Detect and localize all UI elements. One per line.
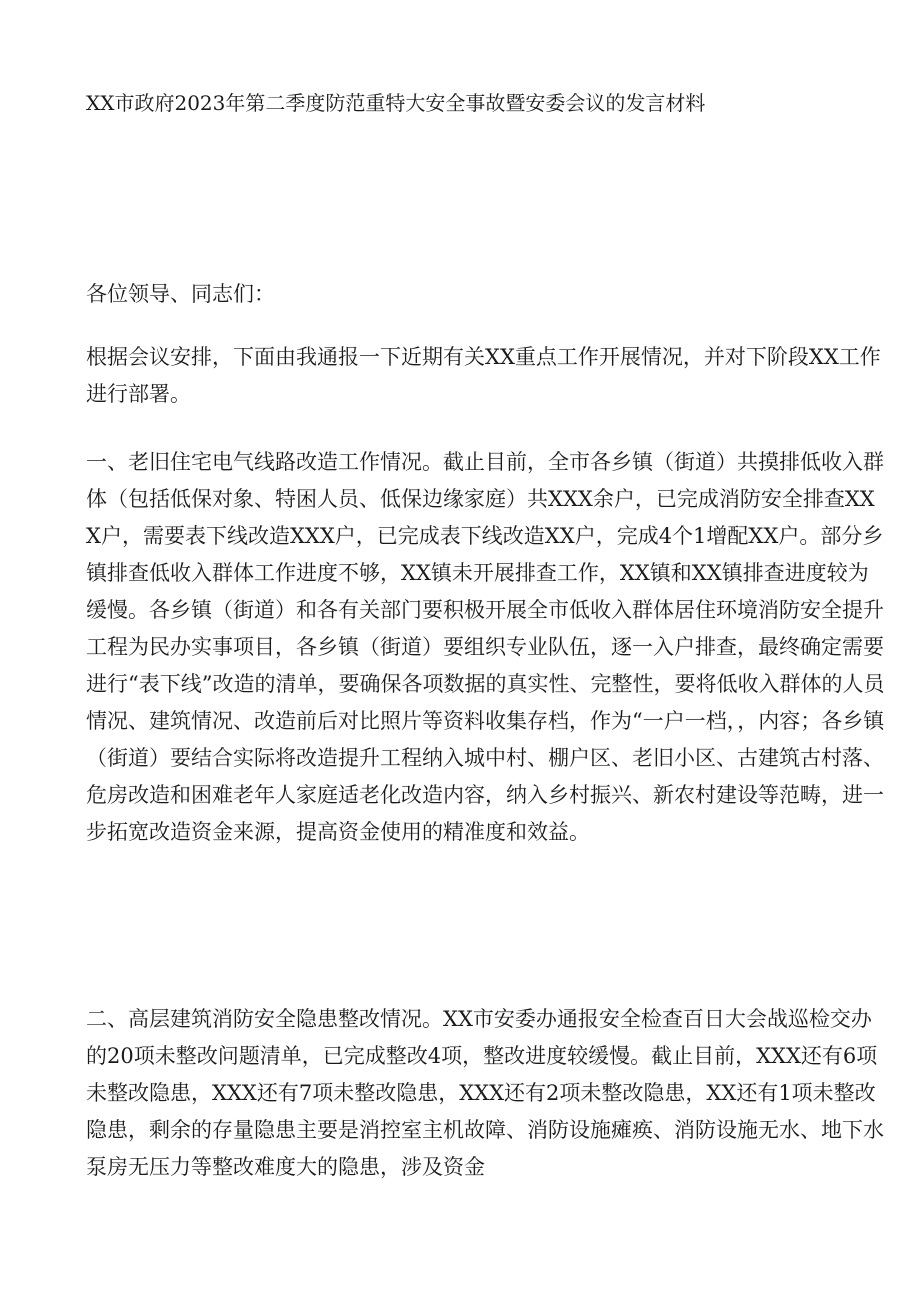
paragraph-section-2: 二、高层建筑消防安全隐患整改情况。XX市安委办通报安全检查百日大会战巡检交办的20项未整改问题清单，已完成整改4项，整改进度较缓慢。截止目前，XXX还有6项未整改隐患，XXX还有7项未整改隐患，XXX还有2项未整改隐患，XX还有1项未整改隐患，剩余的存量隐患主要是消控室主机故障、消防设施瘫痪、消防设施无水、地下水泵房无压力等整改难度大的隐患，涉及资金 <box>86 1007 884 1179</box>
document-title: XX市政府2023年第二季度防范重特大安全事故暨安委会议的发言材料 <box>86 91 706 115</box>
paragraph-intro: 根据会议安排，下面由我通报一下近期有关XX重点工作开展情况，并对下阶段XX工作进行部署。 <box>86 345 881 406</box>
paragraph-section-1: 一、老旧住宅电气线路改造工作情况。截止目前，全市各乡镇（街道）共摸排低收入群体（包括低保对象、特困人员、低保边缘家庭）共XXX余户，已完成消防安全排查XXX户，需要表下线改造XXX户，已完成表下线改造XX户，完成4个1增配XX户。部分乡镇排查低收入群体工作进度不够，XX镇未开展排查工作，XX镇和XX镇排查进度较为缓慢。各乡镇（街道）和各有关部门要积极开展全市低收入群体居住环境消防安全提升工程为民办实事项目，各乡镇（街道）要组织专业队伍，逐一入户排查，最终确定需要进行“表下线”改造的清单，要确保各项数据的真实性、完整性，要将低收入群体的人员情况、建筑情况、改造前后对比照片等资料收集存档，作为“一户一档，，内容；各乡镇（街道）要结合实际将改造提升工程纳入城中村、棚户区、老旧小区、古建筑古村落、危房改造和困难老年人家庭适老化改造内容，纳入乡村振兴、新农村建设等范畴，进一步拓宽改造资金来源，提高资金使用的精准度和效益。 <box>86 450 885 844</box>
salutation: 各位领导、同志们： <box>86 282 275 306</box>
